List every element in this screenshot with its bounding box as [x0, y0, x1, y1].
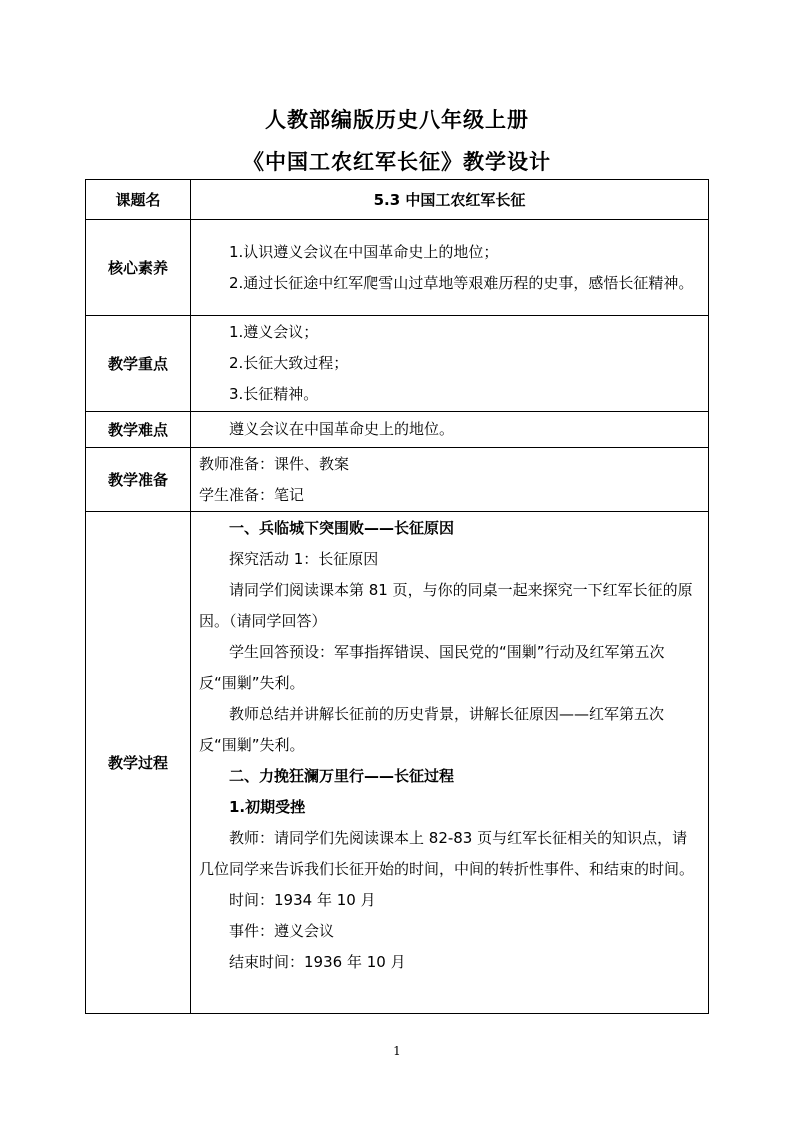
- lesson-plan-table: [85, 179, 709, 1014]
- focus-content: [191, 316, 709, 412]
- literacy-content: [191, 220, 709, 316]
- prep-line: 学生准备：笔记: [199, 485, 305, 504]
- focus-line: 3.长征精神。: [229, 385, 319, 403]
- focus-line: 1.遵义会议；: [229, 323, 319, 341]
- process-label: 教学过程: [86, 512, 191, 1014]
- document-title-line2: 《中国工农红军长征》教学设计: [243, 150, 551, 174]
- table-row: [86, 220, 709, 316]
- process-line: 学生回答预设：军事指挥错误、国民党的“围剿”行动及红军第五次反“围剿”失利。: [199, 643, 665, 692]
- prep-label: 教学准备: [86, 448, 191, 512]
- focus-line: 2.长征大致过程；: [229, 354, 349, 372]
- table-row: [86, 512, 709, 1014]
- process-content: [191, 512, 709, 1014]
- difficulty-content: [191, 412, 709, 448]
- literacy-line: 1.认识遵义会议在中国革命史上的地位；: [229, 242, 499, 261]
- process-line: 时间：1934 年 10 月: [229, 891, 376, 909]
- prep-content: [191, 448, 709, 512]
- table-row: [86, 316, 709, 412]
- process-line: 教师总结并讲解长征前的历史背景，讲解长征原因——红军第五次反“围剿”失利。: [199, 705, 665, 754]
- table-row: [86, 180, 709, 220]
- process-line: 探究活动 1：长征原因: [229, 550, 379, 568]
- difficulty-label: 教学难点: [86, 412, 191, 448]
- focus-label: 教学重点: [86, 316, 191, 412]
- process-heading: 二、力挽狂澜万里行——长征过程: [229, 767, 455, 785]
- table-row: [86, 412, 709, 448]
- literacy-label: 核心素养: [86, 220, 191, 316]
- process-line: 事件：遵义会议: [229, 922, 335, 940]
- literacy-line: 2.通过长征途中红军爬雪山过草地等艰难历程的史事，感悟长征精神。: [229, 273, 694, 292]
- document-title-line1: 人教部编版历史八年级上册: [265, 108, 529, 132]
- process-line: 结束时间：1936 年 10 月: [229, 953, 406, 971]
- process-heading: 一、兵临城下突围败——长征原因: [229, 519, 455, 537]
- table-row: [86, 448, 709, 512]
- process-line: 请同学们阅读课本第 81 页，与你的同桌一起来探究一下红军长征的原因。（请同学回答）: [199, 581, 693, 630]
- difficulty-line: 遵义会议在中国革命史上的地位。: [229, 420, 455, 438]
- process-subheading: 1.初期受挫: [229, 798, 306, 816]
- page-number: 1: [393, 1044, 401, 1058]
- topic-label: 课题名: [86, 180, 191, 220]
- topic-value: 5.3 中国工农红军长征: [191, 180, 709, 220]
- prep-line: 教师准备：课件、教案: [199, 454, 350, 473]
- process-line: 教师：请同学们先阅读课本上 82-83 页与红军长征相关的知识点，请几位同学来告诉我们长征开始的时间，中间的转折性事件、和结束的时间。: [199, 829, 695, 878]
